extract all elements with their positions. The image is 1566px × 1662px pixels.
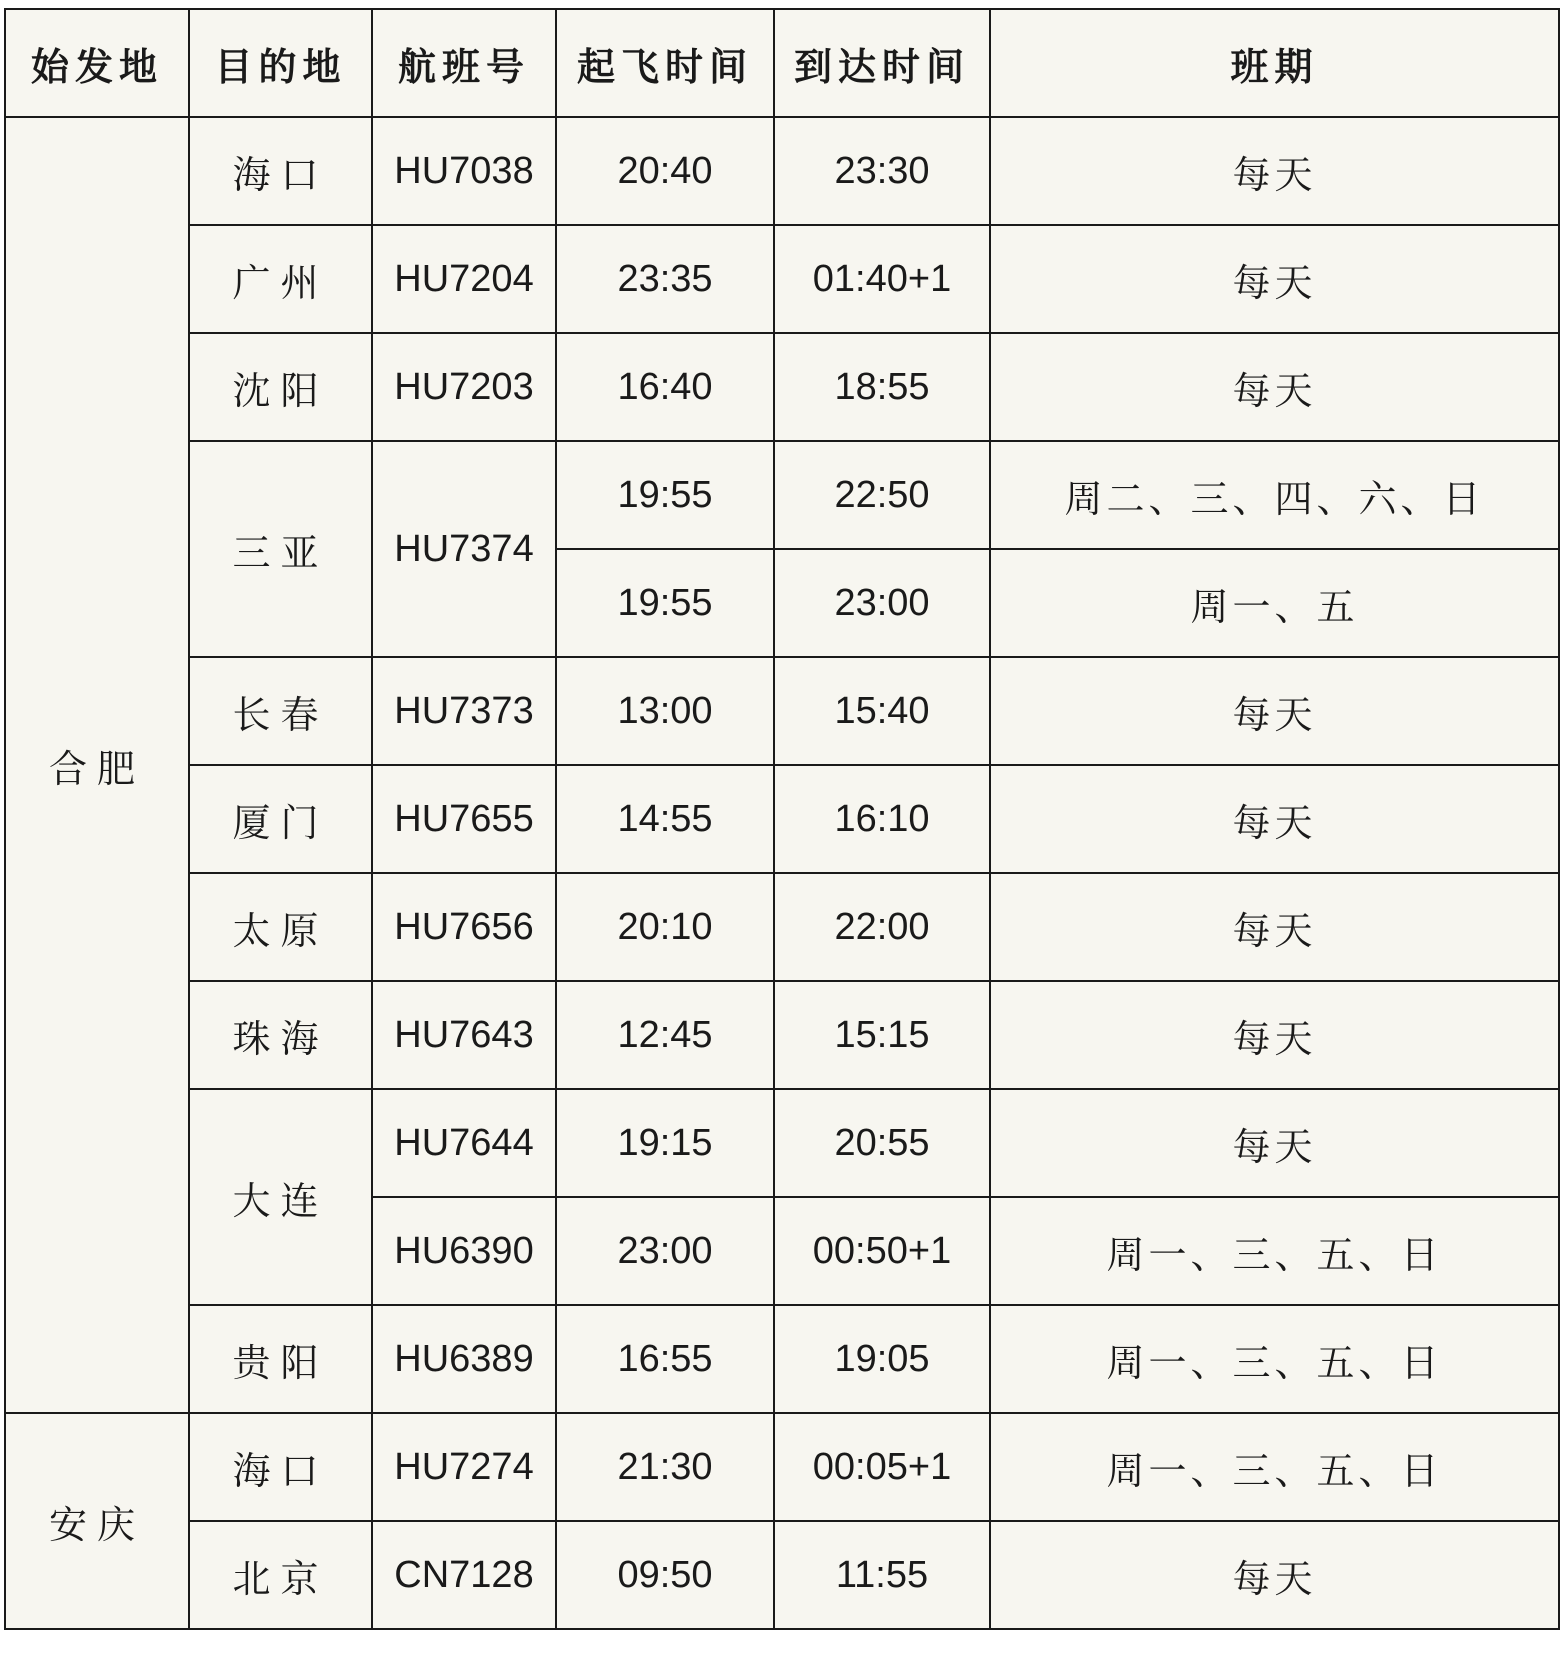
destination-cell: 三亚 xyxy=(189,441,372,657)
flight-number-cell: HU7374 xyxy=(372,441,556,657)
header-schedule: 班期 xyxy=(990,9,1559,117)
departure-time-cell: 16:55 xyxy=(556,1305,774,1413)
arrival-time-cell: 22:50 xyxy=(774,441,990,549)
table-row xyxy=(5,873,1559,981)
table-row xyxy=(5,657,1559,765)
flight-number-cell: HU7203 xyxy=(372,333,556,441)
table-row xyxy=(5,117,1559,225)
flight-number-cell: HU7655 xyxy=(372,765,556,873)
flight-schedule-table xyxy=(4,8,1560,1630)
arrival-time-cell: 01:40+1 xyxy=(774,225,990,333)
table-row xyxy=(5,1305,1559,1413)
departure-time-cell: 20:40 xyxy=(556,117,774,225)
schedule-cell: 周二、三、四、六、日 xyxy=(990,441,1559,549)
arrival-time-cell: 23:00 xyxy=(774,549,990,657)
table-row xyxy=(5,981,1559,1089)
header-destination: 目的地 xyxy=(189,9,372,117)
flight-number-cell: HU7274 xyxy=(372,1413,556,1521)
table-row xyxy=(5,333,1559,441)
arrival-time-cell: 20:55 xyxy=(774,1089,990,1197)
arrival-time-cell: 16:10 xyxy=(774,765,990,873)
destination-cell: 珠海 xyxy=(189,981,372,1089)
schedule-cell: 周一、三、五、日 xyxy=(990,1413,1559,1521)
header-arrival-time: 到达时间 xyxy=(774,9,990,117)
schedule-cell: 每天 xyxy=(990,981,1559,1089)
departure-time-cell: 12:45 xyxy=(556,981,774,1089)
departure-time-cell: 09:50 xyxy=(556,1521,774,1629)
schedule-cell: 周一、三、五、日 xyxy=(990,1197,1559,1305)
departure-time-cell: 14:55 xyxy=(556,765,774,873)
header-departure-time: 起飞时间 xyxy=(556,9,774,117)
schedule-cell: 每天 xyxy=(990,873,1559,981)
destination-cell: 厦门 xyxy=(189,765,372,873)
schedule-cell: 每天 xyxy=(990,1521,1559,1629)
flight-number-cell: HU7204 xyxy=(372,225,556,333)
schedule-cell: 每天 xyxy=(990,333,1559,441)
destination-cell: 沈阳 xyxy=(189,333,372,441)
destination-cell: 北京 xyxy=(189,1521,372,1629)
departure-time-cell: 19:55 xyxy=(556,441,774,549)
flight-number-cell: HU7656 xyxy=(372,873,556,981)
destination-cell: 海口 xyxy=(189,117,372,225)
table-row xyxy=(5,225,1559,333)
destination-cell: 海口 xyxy=(189,1413,372,1521)
schedule-cell: 每天 xyxy=(990,117,1559,225)
arrival-time-cell: 19:05 xyxy=(774,1305,990,1413)
departure-time-cell: 19:55 xyxy=(556,549,774,657)
flight-number-cell: CN7128 xyxy=(372,1521,556,1629)
schedule-cell: 每天 xyxy=(990,657,1559,765)
header-flight-number: 航班号 xyxy=(372,9,556,117)
arrival-time-cell: 23:30 xyxy=(774,117,990,225)
schedule-cell: 每天 xyxy=(990,765,1559,873)
destination-cell: 太原 xyxy=(189,873,372,981)
arrival-time-cell: 15:15 xyxy=(774,981,990,1089)
departure-time-cell: 23:00 xyxy=(556,1197,774,1305)
destination-cell: 长春 xyxy=(189,657,372,765)
departure-time-cell: 20:10 xyxy=(556,873,774,981)
destination-cell: 广州 xyxy=(189,225,372,333)
schedule-cell: 每天 xyxy=(990,225,1559,333)
flight-number-cell: HU7643 xyxy=(372,981,556,1089)
flight-number-cell: HU7644 xyxy=(372,1089,556,1197)
destination-cell: 贵阳 xyxy=(189,1305,372,1413)
arrival-time-cell: 00:05+1 xyxy=(774,1413,990,1521)
departure-time-cell: 23:35 xyxy=(556,225,774,333)
departure-time-cell: 13:00 xyxy=(556,657,774,765)
flight-number-cell: HU7038 xyxy=(372,117,556,225)
flight-number-cell: HU7373 xyxy=(372,657,556,765)
table-row xyxy=(5,441,1559,549)
schedule-cell: 每天 xyxy=(990,1089,1559,1197)
origin-cell-anqing: 安庆 xyxy=(5,1413,189,1629)
flight-schedule-container xyxy=(4,8,1560,1630)
flight-number-cell: HU6389 xyxy=(372,1305,556,1413)
table-row xyxy=(5,1521,1559,1629)
table-row xyxy=(5,1089,1559,1197)
departure-time-cell: 16:40 xyxy=(556,333,774,441)
flight-number-cell: HU6390 xyxy=(372,1197,556,1305)
table-row xyxy=(5,1413,1559,1521)
departure-time-cell: 19:15 xyxy=(556,1089,774,1197)
arrival-time-cell: 15:40 xyxy=(774,657,990,765)
header-row xyxy=(5,9,1559,117)
table-row xyxy=(5,765,1559,873)
schedule-cell: 周一、三、五、日 xyxy=(990,1305,1559,1413)
arrival-time-cell: 22:00 xyxy=(774,873,990,981)
origin-cell-hefei: 合肥 xyxy=(5,117,189,1413)
arrival-time-cell: 11:55 xyxy=(774,1521,990,1629)
arrival-time-cell: 00:50+1 xyxy=(774,1197,990,1305)
destination-cell: 大连 xyxy=(189,1089,372,1305)
header-origin: 始发地 xyxy=(5,9,189,117)
arrival-time-cell: 18:55 xyxy=(774,333,990,441)
departure-time-cell: 21:30 xyxy=(556,1413,774,1521)
schedule-cell: 周一、五 xyxy=(990,549,1559,657)
